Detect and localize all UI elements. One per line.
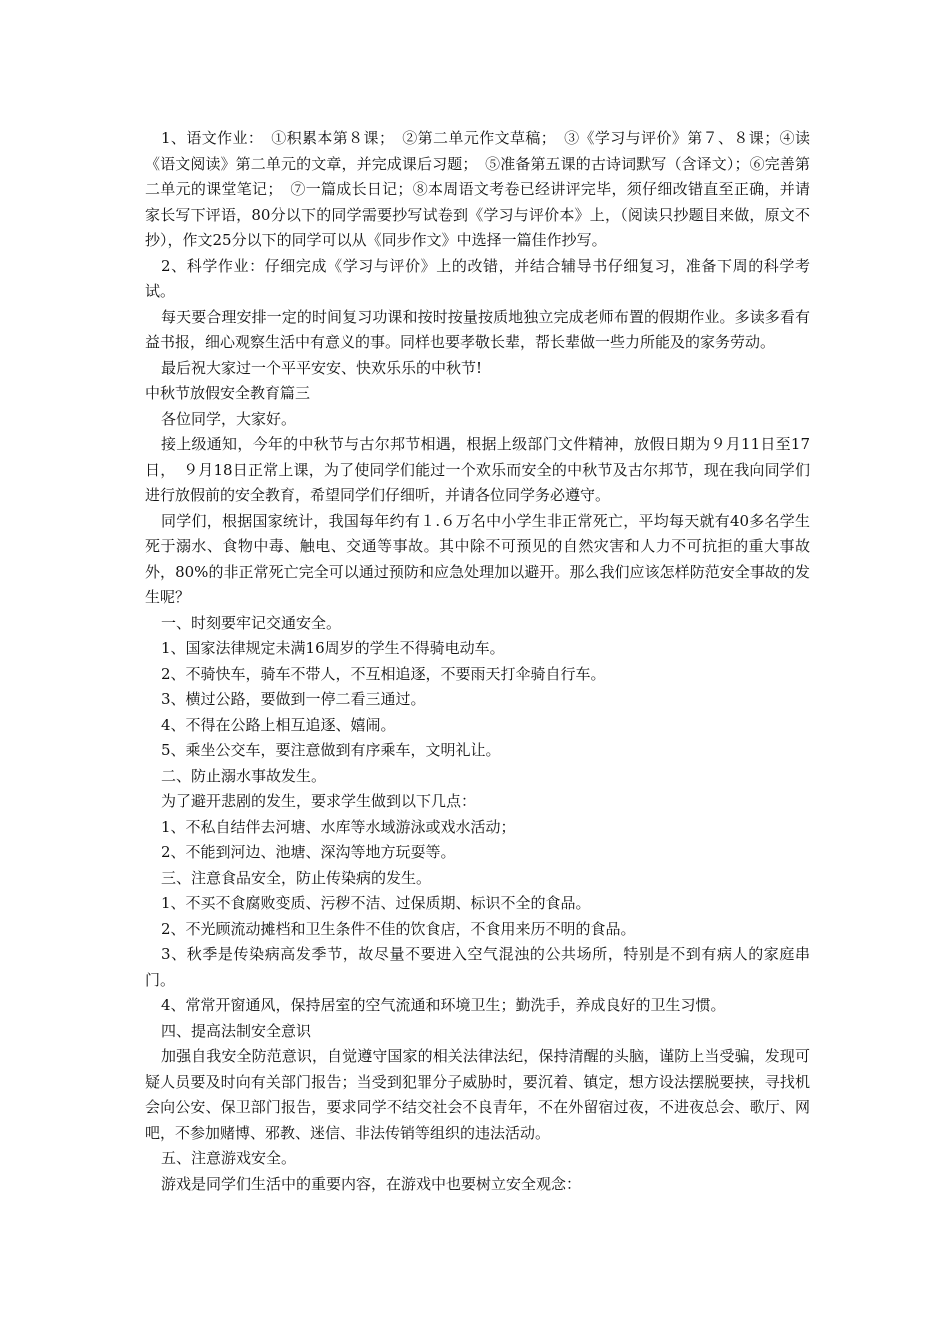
- paragraph: 2、不光顾流动摊档和卫生条件不佳的饮食店，不食用来历不明的食品。: [161, 919, 636, 938]
- paragraph: 1、语文作业： ①积累本第８课； ②第二单元作文草稿； ③《学习与评价》第７、８课；④读《语文阅读》第二单元的文章，并完成课后习题； ⑤准备第五课的古诗词默写（含译文）；⑥完善第二单元的课堂笔记； ⑦一篇成长日记；⑧本周语文考卷已经讲评完毕，须仔细改错直至正确，并请家长写下评语，80分以下的同学需要抄写试卷到《学习与评价本》上，（阅读只抄题目来做，原文不抄），作文25分以下的同学可以从《同步作文》中选择一篇佳作抄写。: [145, 129, 810, 249]
- paragraph: 3、横过公路，要做到一停二看三通过。: [161, 690, 426, 708]
- paragraph: 一、时刻要牢记交通安全。: [161, 613, 342, 632]
- paragraph: 各位同学，大家好。: [161, 409, 297, 428]
- paragraph: 3、秋季是传染病高发季节，故尽量不要进入空气混浊的公共场所，特别是不到有病人的家庭串门。: [145, 945, 810, 989]
- paragraph: 接上级通知，今年的中秋节与古尔邦节相遇，根据上级部门文件精神，放假日期为９月11日至17日， ９月18日正常上课，为了使同学们能过一个欢乐而安全的中秋节及古尔邦节，现在我向同学们进行放假前的安全教育，希望同学们仔细听，并请各位同学务必遵守。: [145, 435, 810, 504]
- paragraph: 游戏是同学们生活中的重要内容，在游戏中也要树立安全观念：: [161, 1174, 582, 1193]
- paragraph: 2、不骑快车，骑车不带人，不互相追逐，不要雨天打伞骑自行车。: [161, 664, 606, 683]
- paragraph: 2、不能到河边、池塘、深沟等地方玩耍等。: [161, 843, 456, 861]
- paragraph: 三、注意食品安全，防止传染病的发生。: [161, 868, 432, 887]
- paragraph: 最后祝大家过一个平平安安、快欢乐乐的中秋节!: [161, 358, 483, 377]
- paragraph: 五、注意游戏安全。: [161, 1149, 297, 1167]
- paragraph: 2、科学作业：仔细完成《学习与评价》上的改错，并结合辅导书仔细复习，准备下周的科学考试。: [145, 256, 810, 300]
- section-heading: 中秋节放假安全教育篇三: [145, 384, 311, 402]
- paragraph: 5、乘坐公交车，要注意做到有序乘车，文明礼让。: [161, 741, 501, 759]
- paragraph: 二、防止溺水事故发生。: [161, 766, 327, 785]
- paragraph: 为了避开悲剧的发生，要求学生做到以下几点：: [161, 792, 477, 810]
- paragraph: 1、不私自结伴去河塘、水库等水域游泳或戏水活动；: [161, 817, 516, 836]
- paragraph: 四、提高法制安全意识: [161, 1021, 312, 1040]
- paragraph: 同学们，根据国家统计，我国每年约有１.６万名中小学生非正常死亡，平均每天就有40多名学生死于溺水、食物中毒、触电、交通等事故。其中除不可预见的自然灾害和人力不可抗拒的重大事故外，80%的非正常死亡完全可以通过预防和应急处理加以避开。那么我们应该怎样防范安全事故的发生呢？: [145, 511, 810, 606]
- paragraph: 4、常常开窗通风，保持居室的空气流通和环境卫生；勤洗手，养成良好的卫生习惯。: [161, 996, 726, 1014]
- paragraph: 1、国家法律规定未满16周岁的学生不得骑电动车。: [161, 639, 505, 657]
- paragraph: 加强自我安全防范意识，自觉遵守国家的相关法律法纪，保持清醒的头脑，谨防上当受骗，发现可疑人员要及时向有关部门报告；当受到犯罪分子威胁时，要沉着、镇定，想方设法摆脱要挟，寻找机会向公安、保卫部门报告，要求同学不结交社会不良青年，不在外留宿过夜，不进夜总会、歌厅、网吧，不参加赌博、邪教、迷信、非法传销等组织的违法活动。: [145, 1047, 810, 1142]
- paragraph: 1、不买不食腐败变质、污秽不洁、过保质期、标识不全的食品。: [161, 894, 591, 912]
- paragraph: 4、不得在公路上相互追逐、嬉闹。: [161, 715, 396, 734]
- paragraph: 每天要合理安排一定的时间复习功课和按时按量按质地独立完成老师布置的假期作业。多读多看有益书报，细心观察生活中有意义的事。同样也要孝敬长辈，帮长辈做一些力所能及的家务劳动。: [145, 307, 810, 351]
- document-body: [145, 126, 810, 1197]
